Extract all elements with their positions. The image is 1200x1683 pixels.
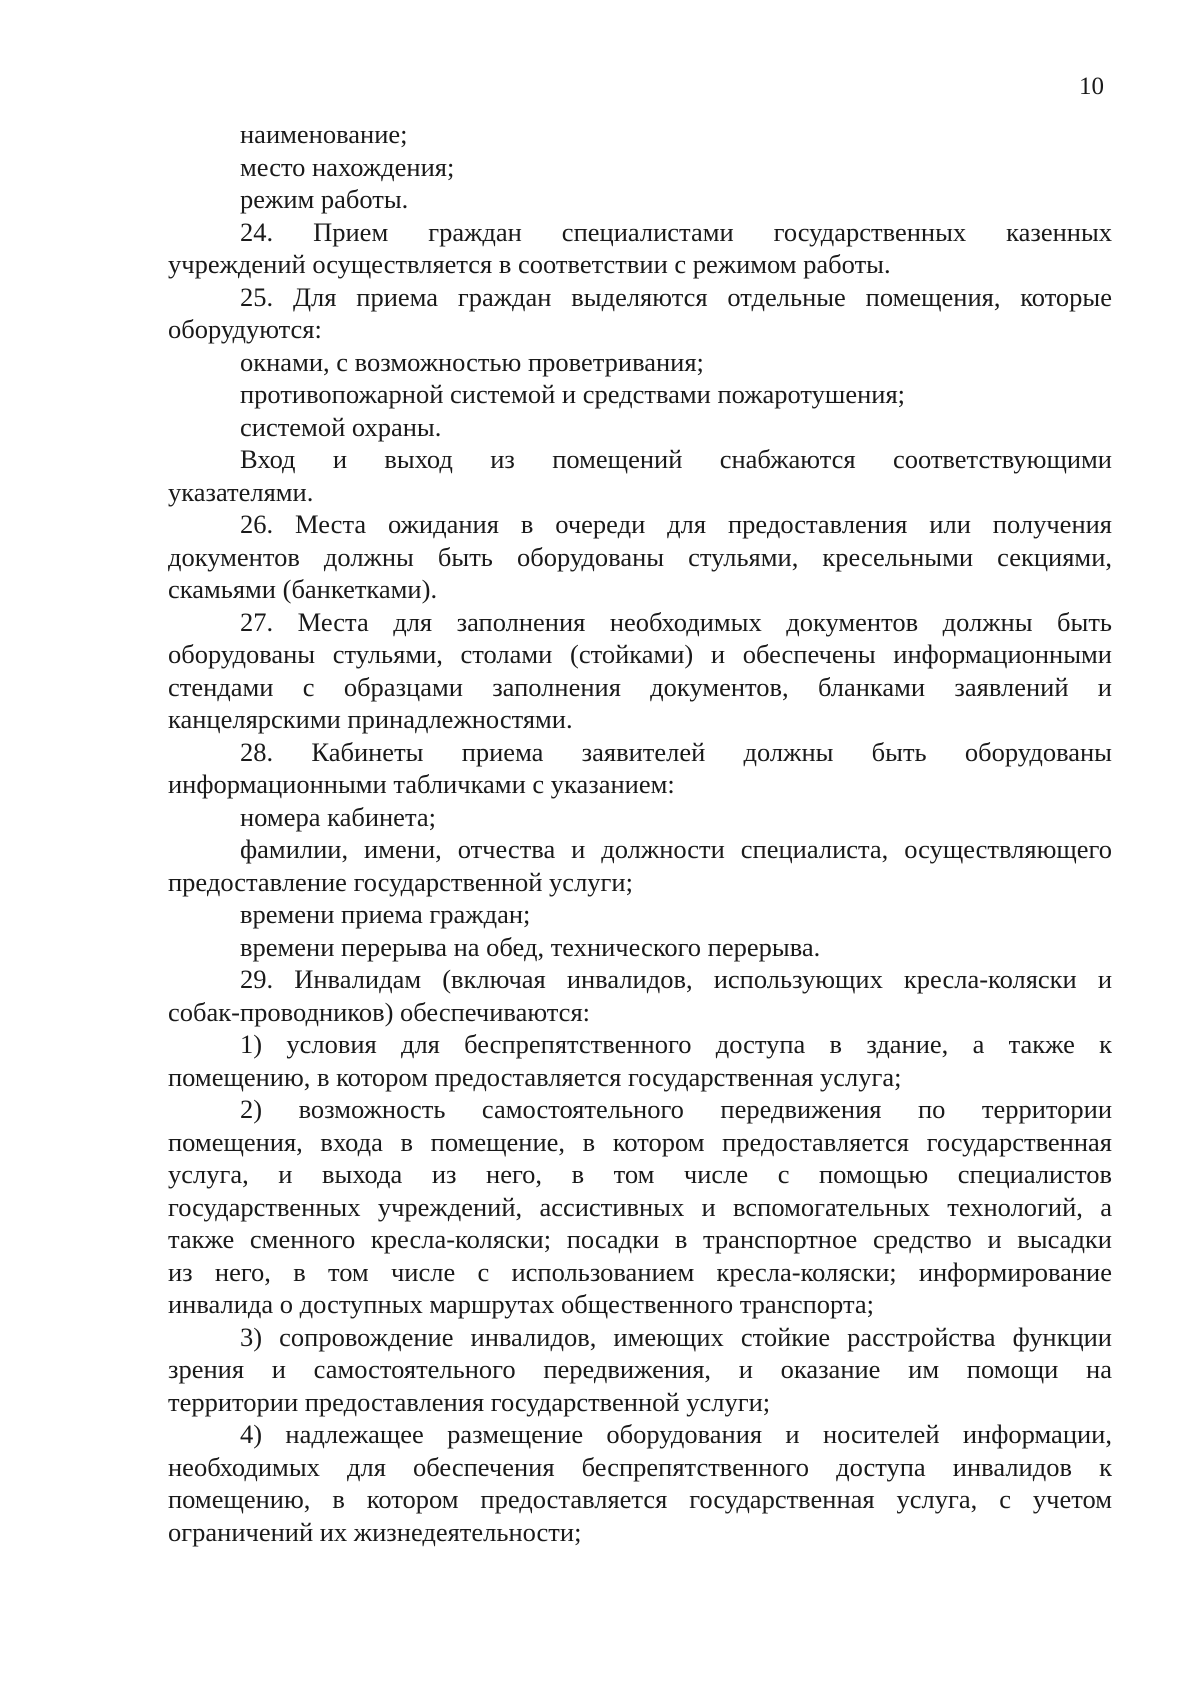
text-line: канцелярскими принадлежностями. (168, 704, 573, 734)
text-line: помещению, в котором предоставляется государственная услуга; (168, 1061, 902, 1092)
text-line: 26. Места ожидания в очереди для предоставления или получения (240, 509, 1112, 539)
text-line: услуга, и выхода из него, в том числе с помощью специалистов (168, 1159, 1112, 1189)
text-line: помещения, входа в помещение, в котором предоставляется государственная (168, 1126, 1112, 1157)
text-line: времени приема граждан; (240, 899, 531, 929)
text-line: государственных учреждений, ассистивных и вспомогательных технологий, а (168, 1191, 1112, 1222)
text-line: 28. Кабинеты приема заявителей должны быть оборудованы (240, 736, 1112, 767)
text-line: предоставление государственной услуги; (168, 866, 633, 897)
text-line: 3) сопровождение инвалидов, имеющих стойкие расстройства функции (240, 1321, 1112, 1352)
text-line: информационными табличками с указанием: (168, 769, 675, 799)
text-line: номера кабинета; (240, 801, 436, 832)
text-line: оборудуются: (168, 314, 322, 344)
text-line: 27. Места для заполнения необходимых документов должны быть (240, 606, 1112, 637)
text-line: 29. Инвалидам (включая инвалидов, использующих кресла-коляски и (240, 964, 1112, 994)
text-line: Вход и выход из помещений снабжаются соответствующими (240, 444, 1112, 474)
text-line: 25. Для приема граждан выделяются отдельные помещения, которые (240, 281, 1112, 312)
text-line: 1) условия для беспрепятственного доступа в здание, а также к (240, 1029, 1112, 1059)
text-line: также сменного кресла-коляски; посадки в транспортное средство и высадки (168, 1224, 1112, 1254)
text-line: учреждений осуществляется в соответствии с режимом работы. (168, 249, 891, 279)
text-line: указателями. (168, 476, 314, 507)
text-line: системой охраны. (240, 411, 442, 442)
text-line: времени перерыва на обед, технического перерыва. (240, 931, 821, 962)
text-line: режим работы. (240, 184, 409, 214)
text-line: оборудованы стульями, столами (стойками) и обеспечены информационными (168, 639, 1112, 669)
text-line: территории предоставления государственной услуги; (168, 1386, 771, 1417)
text-line: 4) надлежащее размещение оборудования и носителей информации, (240, 1419, 1112, 1449)
text-line: собак-проводников) обеспечиваются: (168, 996, 590, 1027)
text-line: 2) возможность самостоятельного передвижения по территории (240, 1094, 1112, 1124)
text-line: необходимых для обеспечения беспрепятственного доступа инвалидов к (168, 1451, 1112, 1482)
page-number: 10 (1079, 73, 1104, 100)
text-line: противопожарной системой и средствами пожаротушения; (240, 379, 905, 409)
text-line: наименование; (240, 119, 408, 149)
text-line: место нахождения; (240, 151, 455, 182)
text-line: из него, в том числе с использованием кресла-коляски; информирование (168, 1256, 1112, 1287)
text-line: стендами с образцами заполнения документов, бланками заявлений и (168, 671, 1112, 702)
text-line: 24. Прием граждан специалистами государственных казенных (240, 216, 1112, 247)
text-line: документов должны быть оборудованы стульями, кресельными секциями, (168, 541, 1112, 572)
text-line: зрения и самостоятельного передвижения, и оказание им помощи на (168, 1354, 1112, 1384)
text-line: окнами, с возможностью проветривания; (240, 346, 704, 377)
document-body (168, 118, 1112, 1548)
text-line: помещению, в котором предоставляется государственная услуга, с учетом (168, 1484, 1112, 1514)
text-line: фамилии, имени, отчества и должности специалиста, осуществляющего (240, 834, 1112, 864)
text-line: инвалида о доступных маршрутах общественного транспорта; (168, 1289, 874, 1319)
text-line: скамьями (банкетками). (168, 574, 438, 604)
text-line: ограничений их жизнедеятельности; (168, 1516, 582, 1547)
